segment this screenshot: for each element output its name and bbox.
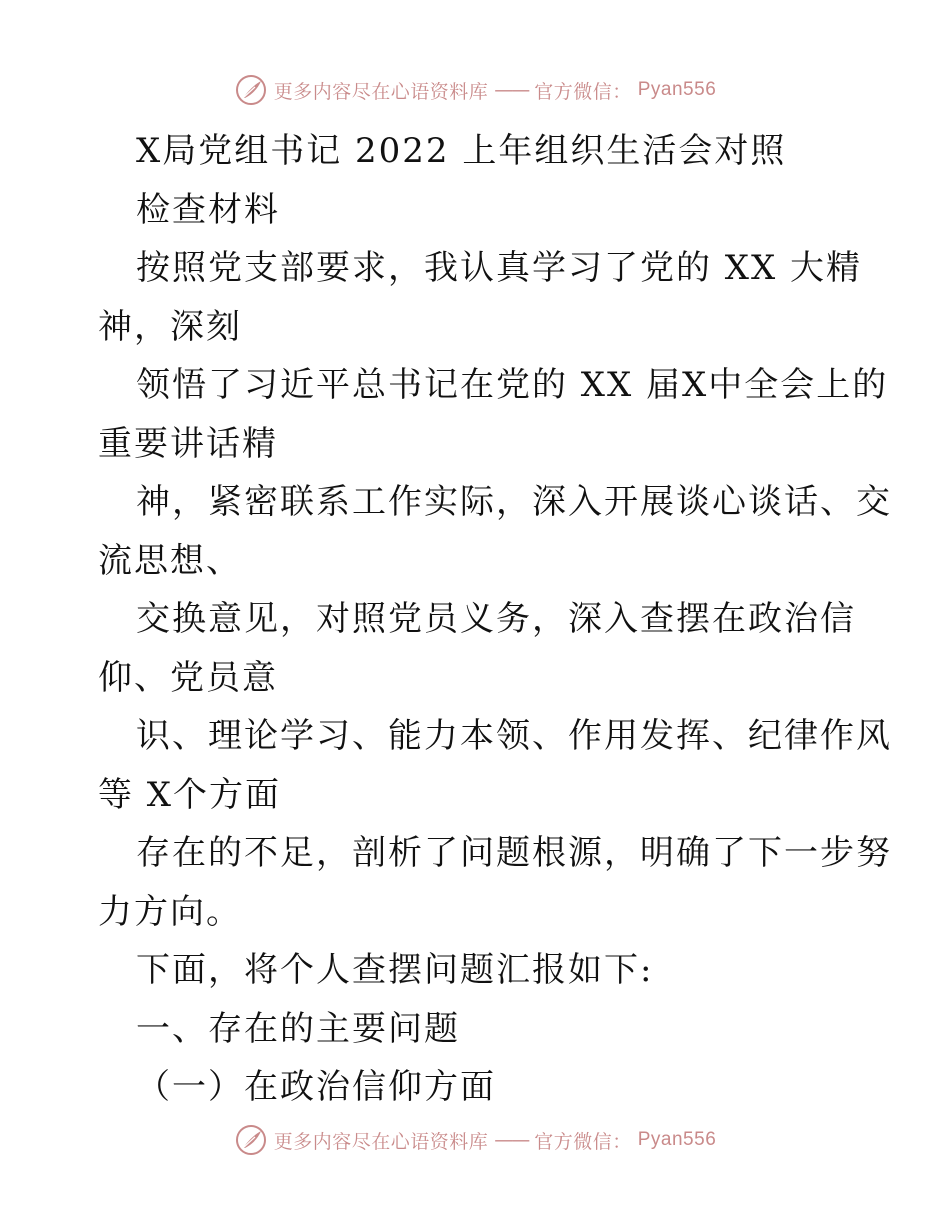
- feather-logo-icon: [234, 73, 268, 107]
- doc-paragraph-line: 仰、党员意: [98, 657, 278, 698]
- watermark-text: 更多内容尽在心语资料库: [273, 80, 489, 103]
- doc-paragraph-line: 等 X个方面: [98, 774, 282, 815]
- watermark-id: Pyan556: [637, 1129, 717, 1150]
- header-watermark: [0, 70, 950, 110]
- doc-paragraph-line: 下面，将个人查摆问题汇报如下:: [136, 950, 654, 990]
- doc-paragraph-line: 流思想、: [98, 540, 242, 581]
- doc-paragraph-line: 识、理论学习、能力本领、作用发挥、纪律作风: [136, 716, 892, 756]
- feather-logo-icon: [234, 1123, 268, 1157]
- doc-section-heading: 一、存在的主要问题: [136, 1008, 460, 1049]
- doc-paragraph-line: 神，紧密联系工作实际，深入开展谈心谈话、交: [136, 482, 892, 522]
- watermark-official: 官方微信：: [534, 1130, 632, 1153]
- document-body: [98, 122, 892, 1117]
- doc-title-line-1: X局党组书记 2022 上年组织生活会对照: [136, 131, 787, 171]
- doc-paragraph-line: 交换意见，对照党员义务，深入查摆在政治信: [136, 599, 856, 639]
- doc-paragraph-line: 领悟了习近平总书记在党的 XX 届X中全会上的: [136, 365, 889, 405]
- doc-subsection-heading: （一）在政治信仰方面: [136, 1067, 496, 1107]
- doc-paragraph-line: 重要讲话精: [98, 423, 278, 464]
- doc-paragraph-line: 按照党支部要求，我认真学习了党的 XX 大精: [136, 248, 863, 288]
- doc-paragraph-line: 神，深刻: [98, 306, 242, 347]
- watermark-dash: ——: [494, 79, 529, 101]
- watermark-text: 更多内容尽在心语资料库: [273, 1130, 489, 1153]
- watermark-id: Pyan556: [637, 79, 717, 100]
- doc-paragraph-line: 存在的不足，剖析了问题根源，明确了下一步努: [136, 833, 892, 873]
- watermark-official: 官方微信：: [534, 80, 632, 103]
- doc-title-line-2: 检查材料: [136, 189, 280, 230]
- doc-paragraph-line: 力方向。: [98, 891, 242, 932]
- footer-watermark: [0, 1120, 950, 1160]
- watermark-dash: ——: [494, 1129, 529, 1151]
